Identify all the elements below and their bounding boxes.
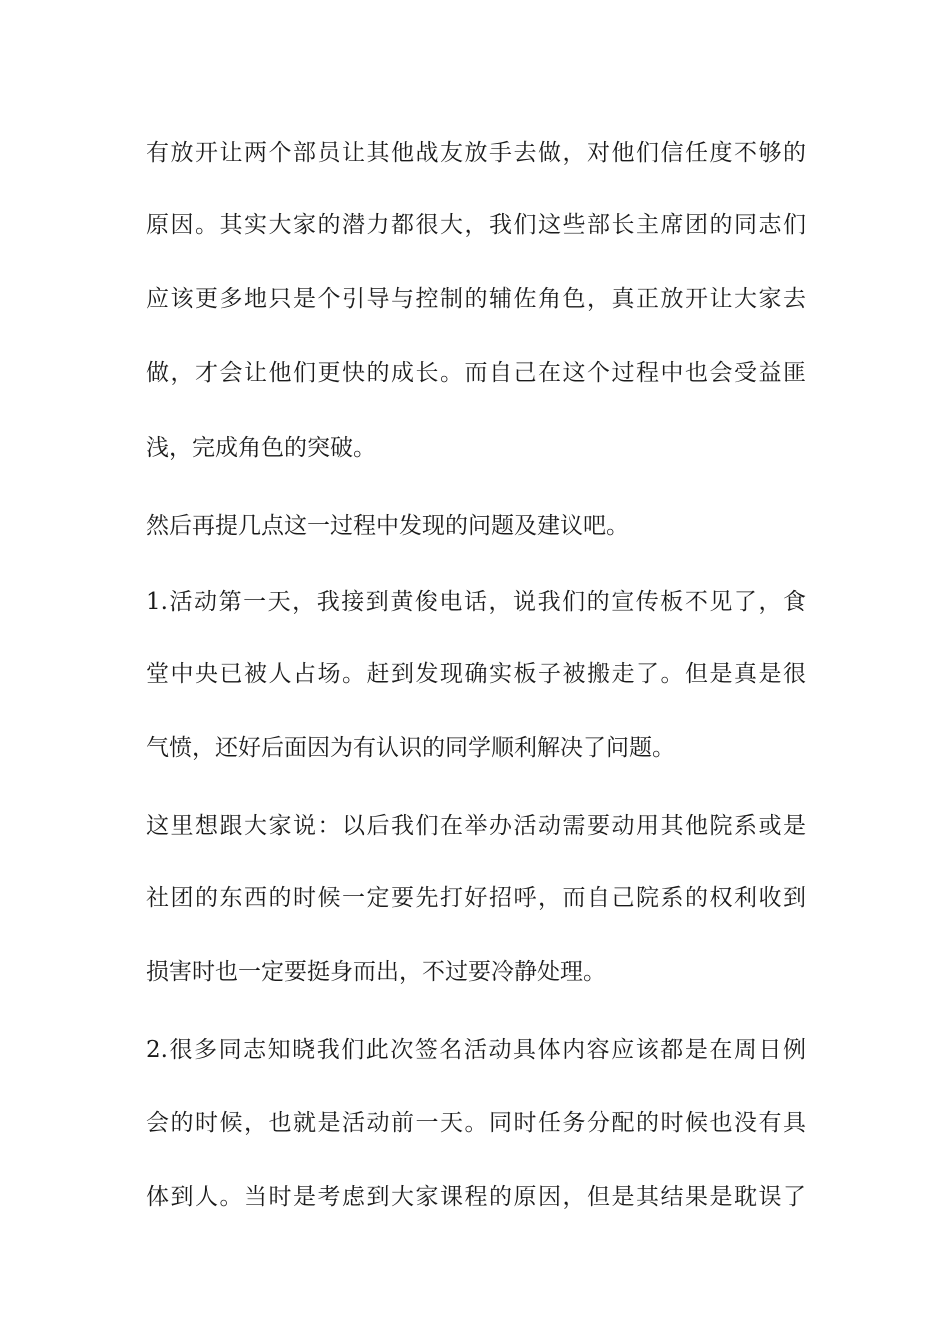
- text-line-10: 这里想跟大家说：以后我们在举办活动需要动用其他院系或是: [146, 813, 806, 839]
- text-line-4: 做，才会让他们更快的成长。而自己在这个过程中也会受益匪: [146, 360, 806, 386]
- text-line-5: 浅，完成角色的突破。: [146, 435, 376, 461]
- text-line-14: 会的时候，也就是活动前一天。同时任务分配的时候也没有具: [146, 1110, 806, 1136]
- text-line-15: 体到人。当时是考虑到大家课程的原因，但是其结果是耽误了: [146, 1184, 806, 1210]
- text-line-11: 社团的东西的时候一定要先打好招呼，而自己院系的权利收到: [146, 885, 806, 911]
- text-line-9: 气愤，还好后面因为有认识的同学顺利解决了问题。: [146, 735, 675, 761]
- text-line-1: 有放开让两个部员让其他战友放手去做，对他们信任度不够的: [146, 140, 806, 166]
- text-line-12: 损害时也一定要挺身而出，不过要冷静处理。: [146, 959, 606, 985]
- text-line-6: 然后再提几点这一过程中发现的问题及建议吧。: [146, 513, 629, 539]
- text-line-2: 原因。其实大家的潜力都很大，我们这些部长主席团的同志们: [146, 212, 806, 238]
- text-line-7: 1.活动第一天，我接到黄俊电话，说我们的宣传板不见了，食: [146, 589, 806, 615]
- text-line-8: 堂中央已被人占场。赶到发现确实板子被搬走了。但是真是很: [146, 661, 806, 687]
- text-line-13: 2.很多同志知晓我们此次签名活动具体内容应该都是在周日例: [146, 1037, 806, 1063]
- text-line-3: 应该更多地只是个引导与控制的辅佐角色，真正放开让大家去: [146, 286, 806, 312]
